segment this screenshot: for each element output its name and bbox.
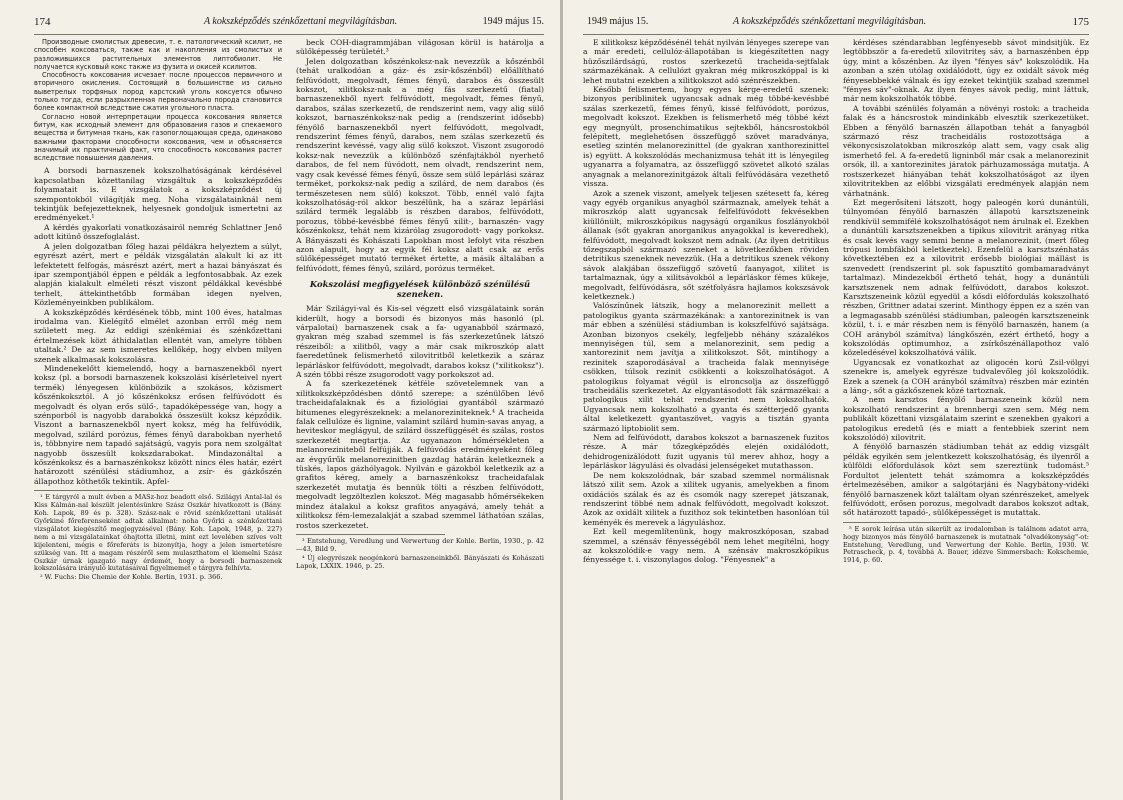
page-number: 174 (34, 16, 51, 28)
page-date: 1949 május 15. (482, 16, 544, 27)
running-title: A kokszképződés szénkőzettani megvilágításban. (204, 16, 398, 27)
body-paragraph: Jelen dolgozatban kőszénkoksz-nak nevezzük a kőszénből (tehát uralkodóan a gáz- és zsír-kőszénből) előállítható felfúvódott, megolvadt, fémes fényű, darabos és összesült kokszot, xilitkoksz-nak a még fás szerkezetű (fiatal) barnaszenekből nyert felfúvódott, megolvadt, fémes fényű, darabos, szálas szerkezetű, de rendszerint nem, vagy alig sülő kokszot, barnaszénkoksz-nak pedig a (rendszerint idősebb) fényölő barnaszenekből nyert felfúvódott, megolvadt, rendszerint fémes fényű, darabos, nem szálas szerkezetű és rendszerint kevéssé, vagy alig sülő kokszot. Viszont zsugorodó koksz-nak nevezzük a különböző szénfajtákból nyerhető darabos, de fel nem fúvódott, nem olvadt, rendszerint nem, vagy csak kevéssé fémes fényű, össze sem sülő lepárlási száraz terméket, porkoksz-nak pedig a szilárd, de nem darabos (és természetesen nem sülő) kokszot. Több, ennél való fajta kokszolhatóság-ról akkor beszélünk, ha a száraz lepárlási szilárd termék legalább is részben darabos, felfúvódott, porozus, többé-kevésbbé fémes fényű xilit-, barnaszén- vagy kőszénkoksz, tehát nem kizárólag zsugorodott- vagy porkoksz. A Bányászati és Kohászati Lapokban most lefolyt vita részben azon alapult, hogy az egyik fél koksz alatt csak az erős sülőképességet mutató terméket értette, a másik általában a felfúvódott, fémes fényű, szilárd, porózus terméket. (296, 56, 544, 273)
body-paragraph: Később felismertem, hogy egyes kérge-eredetű szenek: bizonyos periblinitek ugyancsak adnak még többé-kevésbbé szálas szerkezetű, fémes fényű, kissé felfúvódott, porózus, megolvadt kokszot. Ezekben is felismerhető még többé kézt egy megnyúlt, prosenchimatikus sejtekből, háncsrostokból felépített, meglehetősen összefüggő szövet maradványa, esetleg szintén melanorezinittel (de gyakran xanthorezinittel is) együtt. A kokszolódás mechanizmusa tehát itt is lényegileg ugyanarra a folyamatra, az összefüggő szövetet alkotó szálas anyagnak a melanorezinitgázok általi felfúvódására vezethető vissza. (583, 85, 829, 189)
footnotes (296, 538, 544, 571)
footnote-divider (296, 534, 445, 535)
body-paragraph: A jelen dolgozatban főleg hazai példákra helyeztem a súlyt, egyrészt azért, mert e példák vizsgálatán alakult ki az itt lefektetett felfogás, másrészt azért, mert a hazai bányászat és ipar szempontjából éppen e példák a legfontosabbak. Az ezek alapján kialakult elméleti részt viszont példákkal kevésbbé terhelt, áttekinthetőbb formában idegen nyelven, Közleményeinkben publikálom. (34, 241, 282, 308)
footnote: ⁴ Új elegyrészek neogénkorú barnaszeneinkből. Bányászati és Kohászati Lapok, LXXIX. 1946, p. 25. (296, 553, 544, 570)
right-column-2 (843, 38, 1089, 794)
body-paragraph: Már Szilágyi-val és Kis-sel végzett első vizsgálataink során kiderült, hogy a borsodi és bizonyos más hasonló (pl. várpalotai) barnaszenek csak a fa- ugyanabból származó, gyakran még szabad szemmel is fás szerkezetűnek látszó részeiből: a xilitből, vagy a már csak mikroszkóp alatt faeredetűnek felismerhető xilovitritből keletkezik a száraz lepárláskor felfúvódott, megolvadt, darabos koksz ("xilitkoksz"). A szén többi része zsugorodott vagy porkokszot ad. (296, 304, 544, 379)
footnote-divider (34, 490, 183, 491)
footnote: ³ Entstehung, Veredlung und Verwertung der Kohle. Berlin, 1930., p. 42—43, Bild 9. (296, 536, 544, 553)
right-columns (583, 38, 1089, 794)
body-paragraph: A további szénülés folyamán a növényi rostok: a tracheida falak és a háncsrostok mindinkább elvesztik szerkezetüket. Ebben a fényölő barnaszén állapotban tehát a fanyagból származó rész tracheidális rostozottsága a vékonycsiszolatokban mikroszkóp alatt sem, vagy csak alig ismerhető fel. A fa-eredetű ligninből már csak a melanorezinit orsók, ill. a xantorezinites járatok párhuzamossága mutatja. A rostszerkezet hiányában tehát kokszolhatóságot az ilyen xilovitritekben az előbbi vizsgálati eredmények alapján nem várhatnánk. (843, 103, 1089, 198)
body-paragraph: Ezt kell megemlítenünk, hogy makroszkóposan, szabad szemmel, a szénsáv fényességéből nem lehet megítélni, hogy az kokszolódik-e vagy nem. A szénsáv makroszkópikus fényessége t. i. viszonylagos dolog. "Fényesnek" a (583, 527, 829, 565)
body-paragraph: A kokszképződés kérdésének több, mint 100 éves, hatalmas irodalma van. Kielégítő elmélet azonban erről még nem született meg. Az eddigi szénkémiai és szénkőzettani értelmezések közt áthidalatlan ellentét van, amelyre többen utaltak.² De az sem ismeretes kellőkép, hogy elvben milyen szenek alkalmasak kokszolásra. (34, 307, 282, 364)
running-title: A kokszképződés szénkőzettani megvilágításban. (733, 16, 927, 27)
body-paragraph: beck COH-diagrammjában világosan körül is határolja a sülőképesség területét.³ (296, 38, 544, 57)
footnote-divider (843, 522, 991, 523)
body-paragraph: A nem karsztos fényölő barnaszeneink közül nem kokszolható rendszerint a brennbergi szen sem. Még nem publikált közettani vizsgálataim szerint e szenekben gyakori a patologikus eredetű (és e miatt a fentebbiek szerint nem kokszolódó) xilovitrit. (843, 395, 1089, 443)
right-page-header (583, 14, 1089, 35)
body-paragraph: A borsodi barnaszenek kokszolhatóságának kérdésével kapcsolatban közettanilag vizsgáltuk a kokszképződés folyamatait is. E vizsgálatok a kokszképződést új szempontokból világítják meg. Noha vizsgálatainknál nem tekintjük befejezetteknek, helyesnek gondoljuk ismertetni az eredményeket.¹ (34, 166, 282, 223)
body-paragraph: Ugyancsak ez vonatkozhat az oligocén korú Zsil-völgyi szenekre is, amelyek egyrésze tudvalevőleg jól kokszolódik. Ezek a szenek (a COH arányból számítva) részben már ezintén a láng-, sőt a gázkőszenek közé tartoznak. (843, 357, 1089, 396)
body-paragraph: A fa szerkezetének kétféle szövetelemnek van a xilitkokszképződésben döntő szerepe: a szénülőben lévő tracheidafalaknak és a fiziológiai gyantából származó bitumenes elegyrészeknek: a melanoreziniteknek.⁴ A tracheida falak cellulóze és lignine, valamint szilárd humin-savas anyag, a heviteskor meglágyul, de szilárd összefüggését és szálas, rostos szerkezetét megtartja. Az ugyanazon hőmérsékleten a melanoreziniteből felfújják. A felfúvódás eredményeként főleg az évgyűrűk melanorezinitben gazdag határán keletkeznek a tüskés, lapos gázhólyagok. Nyilván e gázokból keletkezik az a grafitos kéreg, amely a barnaszénkoksz tracheidafalak szerkezetét mutatja és bennük tölti a részben felfúvódott, megolvadt legzöltezlen kokszot. Még magasabb hőmérsékeken mindez átalakul a koksz grafitos anyagává, amely tehát a xilitkoksz fém-lemezalakját a szabad szemmel láthatóan szálas, rostos szerkezetet. (296, 379, 544, 530)
page-date: 1949 május 15. (587, 16, 649, 27)
footnotes (843, 526, 1089, 566)
body-paragraph: A kérdés gyakorlati vonatkozásairól nemrég Schlattner Jenő adott kitünő összefoglalást. (34, 222, 282, 242)
right-column-1 (583, 38, 829, 794)
left-column-1 (34, 38, 282, 794)
body-paragraph: A fényölő barnaszén stádiumban tehát az eddig vizsgált példák egyikén sem jelentkezett kokszolhatóság, és ilyenről a külföldi előfordulások közt sem szereztünk tudomást.⁵ Fordultot jelentett tehát számomra a kokszképződés értelmezésében, amikor a salgótarjáni és Nagybátony-vidéki fényölő barnaszenek közt találtam olyan szénrészeket, amelyek felfúvódott, erősen porozus, megolvadt darabos kokszot adtak, sőt határozott tapadó-, sülőképességet is mutattak. (843, 442, 1089, 518)
section-heading: Kokszolási megfigyelések különböző szénülésű szeneken. (309, 279, 531, 300)
body-paragraph: E xilitkoksz képződésénél tehát nyilván lényeges szerepe van a már eredeti, cellulóz-állapotában is kiegészítetten nagy hüzőszilárdságú, rostos szerkezetű tracheida-sejtfalak származékának. A cellulózt gyakran még mikroszkóppal is ki lehet mutatni ezekben a xilitkokszot adó szénrészekben. (583, 38, 829, 85)
russian-paragraph: Согласно новой интерпретации процесса коксования является битум, как исходный элемент для образования газов и спекаемого вещества и битумная ткань, как газопоглощающая среда, одинаково важными факторами способности коксования, чем и объясняется значимый их практичный факт, что способность коксования растет вследствие повышения давления. (34, 112, 282, 163)
left-column-2 (296, 38, 544, 794)
russian-paragraph: Производные смолистых древесин, т. е. патологический ксилит, не способен коксоваться, также как и накопления из смолистых и разложившихся растительных элементов липтобиолит. Не получается кусковый кокс также из фузита и окисей ксилитов. (34, 38, 282, 71)
left-page (0, 0, 560, 800)
body-paragraph: Azok a szenek viszont, amelyek teljesen szétesett fa, kéreg vagy egyéb organikus anyagból származnak, amelyek tehát a mikroszkóp alatt ugyancsak felfelfúvódott fekvésekben kiüllönült, mikroszkópikus nagyságú organikus foszlányokból állanak (sőt gyakran anorganikus anyagokkal is keveredhek), felfúvódott, megolvadt kokszot nem adnak. (Az ilyen detritikus tőzegszapból származó szeneket a következőkben röviden detritikus szeneknek nevezzük. (Ha a detritikus szenek vékony sávok alakjában összefüggő szövetű faanyagot, xilitet is tartalmaznak, úgy a xilitsávokból a lepárláskor fémes kükeje, megolvadt, felfúvódásra, sőt szétfolyásra hajlamos kokszsávok keletkeznek.) (583, 188, 829, 301)
body-paragraph: Ezt megerősíteni látszott, hogy paleogén korú dunántúli, túlnyomóan fényölő barnaszén állapotú karsztszeneink rendkívül semmifélé kokszolhatóságot nem árulnak el. Ezekben a dunántúli karsztszenekben a tipikus xilovitrit arányag ritka és csak kevés vagy semmi benne a melanorezinit, (mert főleg trópusi lombfákból keletkeztek). Ezenfelül a karsztszénhatás következtében ez a xilovitrit erősebb biológiai mállást is szenvedett (rendszerint pl. sok fapusztító gombamaradványt tartalmaz). Mindezekből érthető tehát, hogy a dunántúli karsztszenek nem adnak felfúvódott, darabos kokszot. Karsztszeneink közül egyedül a kősdi előfordulás kokszolható részben, Grittner adatai szerint. Minthogy éppen ez a szén van a legmagasabb szénülési stádiumban, paleogén karsztszeneink közül, t. i. e már részben nem is fényölő barnaszén, hanem (a COH arányból számítva) lángkőszén, ezért érthető, hogy a kokszolódás optimumhoz, a zsírkőszénállapothoz való közeledésével kokszolhatóvá válik. (843, 197, 1089, 358)
body-paragraph: Valószínűnek látszik, hogy a melanorezinit mellett a patologikus gyanta származékának: a xantorezinitnek is van már ebben a szénülési stádiumban is kokszfelfúvó sajátsága. Azonban bizonyos csekély, legfeljebb néhány százalékos mennyiségen túl, sem a melanorezinit, sem pedig a xantorezinit nem javítja a xilitkokszot. Sőt, mintihogy a rezinitek szaporodásával a tracheida falak mennyisége csökken, túlsok rezinit csökkenti a kokszolhatóságot. A patologikus folyamat végül is elroncsolja az összefüggő tracheidális szerkezetet. Az elgyantásodott fák származékai: a patologikus xilit tehát rendszerint nem kokszolhatók. Ugyancsak nem kokszolható a gyanta és szétterjedő gyanta által keletkezett gyantaszövet, vagyis a tisztán gyanta származó liptobiolit sem. (583, 301, 829, 433)
footnotes (34, 494, 282, 582)
body-paragraph: Nem ad felfúvódott, darabos kokszot a barnaszenek fuzitos része. A már tőzegképződés elején oxidálódott, dehidrogenizálódott fuzit ugyanis túl merev ahhoz, hogy a lepárláskor lágyulási és olvadási jelenségeket mutathasson. (583, 433, 829, 471)
footnote: ² W. Fuchs: Die Chemie der Kohle. Berlin, 1931. p. 366. (40, 573, 223, 582)
body-paragraph: De nem kokszolódnak, bár szabad szemmel normálisnak látszó xilit sem. Azok a xilitek ugyanis, amelyekben a finom oxidációs szálak és az és csomók nagy szerepet játszanak, rendszerint többé nem adnak felfúvódott, megolvadt kokszot. Azok az oxidált xilitek a fuzithoz sok tekintetben hasonlóan túl keményék és merevek a lágyuláshoz. (583, 470, 829, 527)
russian-paragraph: Способность коксования исчезает после процессов первичного и вторичного окисления. Состоящий в большинстве из сильно выветрелых торфяных пород карстский уголь коксуется обычно только тогда, если разрыхленная первоначально порода становится более компактной вследствие сжатия угольного пласта. (34, 71, 282, 113)
page-number: 175 (1072, 16, 1089, 28)
left-page-header (34, 14, 544, 35)
right-page (563, 0, 1123, 800)
footnote: ¹ E tárgyról a mult évben a MASz-hoz beadott első. Szilágyi Antal-lal és Kiss Kálmán-nal készült jelentésünkre Szász Oszkár hivatkozott is (Bány. Koh. Lapok, 89 és p. 328). Szász-nak e rövid szénkőzettani utalását Győrkiné főreferenseként adtak alkalmat: noha Győrki a szénkőzettani vizsgálatot kiegészítő megjegyzésével (Bány. Koh. Lapok, 1948, p. 227) nem a mi vizsgálatainkat óhajtotta illetni, mint ezt levelében szíves volt kijelenteni, mégis e főreferáts is bizonyítja, hogy a jelen ismertetésre szükség van. Itt a magam részéről sem mulaszthatom el kiemelni Szász Oszkár úrnak igazgató nagy érdemét, hogy a borsodi barnaszenek kokszolására irányuló kutatásaival figyelmemet e tárgyra felhívta. (34, 493, 282, 573)
russian-summary (34, 38, 282, 162)
left-columns (34, 38, 544, 794)
footnote: ⁵ E sorok leírása után sikerült az irodalomban is találnom adatot arra, hogy bizonyos más fényölő barnaszenek is mutatnak "olvadékonyság"-ot: Entstehung, Veredlung, und Verwertung der Kohle. Berlin, 1930. W. Petrascheck, p. 4, továbbá A. Bauer, idézve Simmersbach: Kokschemie, 1914, p. 60. (843, 524, 1089, 565)
body-paragraph: Mindenekelőtt kiemelendő, hogy a barnaszenekből nyert koksz (pl. a borsodi barnaszenek kokszolási kísérleteivel nyert termék) lényegesen különbözik a szokásos, közismert kőszénkoksztól. A jó kőszénkoksz erősen felfúvódott és megolvadt és olyan erős sülő-, tapadóképessége van, hogy a szénporból is nagyobb darabokká összesült koksz képződik. Viszont a barnaszenekből nyert koksz, még ha felfúvódik, megolvad, szilárd porózus, fémes fényű darabokban nyerhető is, többnyire nem tapadó sajátságú, vagyis pora nem szolgáltat nagyobb összesült kokszdarabokat. Mindazonáltal a kőszénkoksz és a barnaszénkoksz között nincs éles határ, ezért határozott szénülési stádiumhoz, a zsír- és gázkőszén állapothoz köthetők tekintik. Apfel- (34, 363, 282, 486)
body-paragraph: kérdéses széndarabban legfényesebb sávot mindsitjük. Ez legtöbbször a fa-eredetű xilovitriteş sáv, a barnaszénben épp úgy, mint a kőszénben. Az ilyen "fényes sáv" kokszolódik. Ha azonban a szén utólag oxidálódott, úgy ez oxidált sávok még fényesebbekké válnak és így ezeket tekintjük szabad szemmel "fényes sáv"-oknak. Az ilyen fényes sávok pedig, mint láttuk, már nem kokszolhatók többé. (843, 38, 1089, 104)
